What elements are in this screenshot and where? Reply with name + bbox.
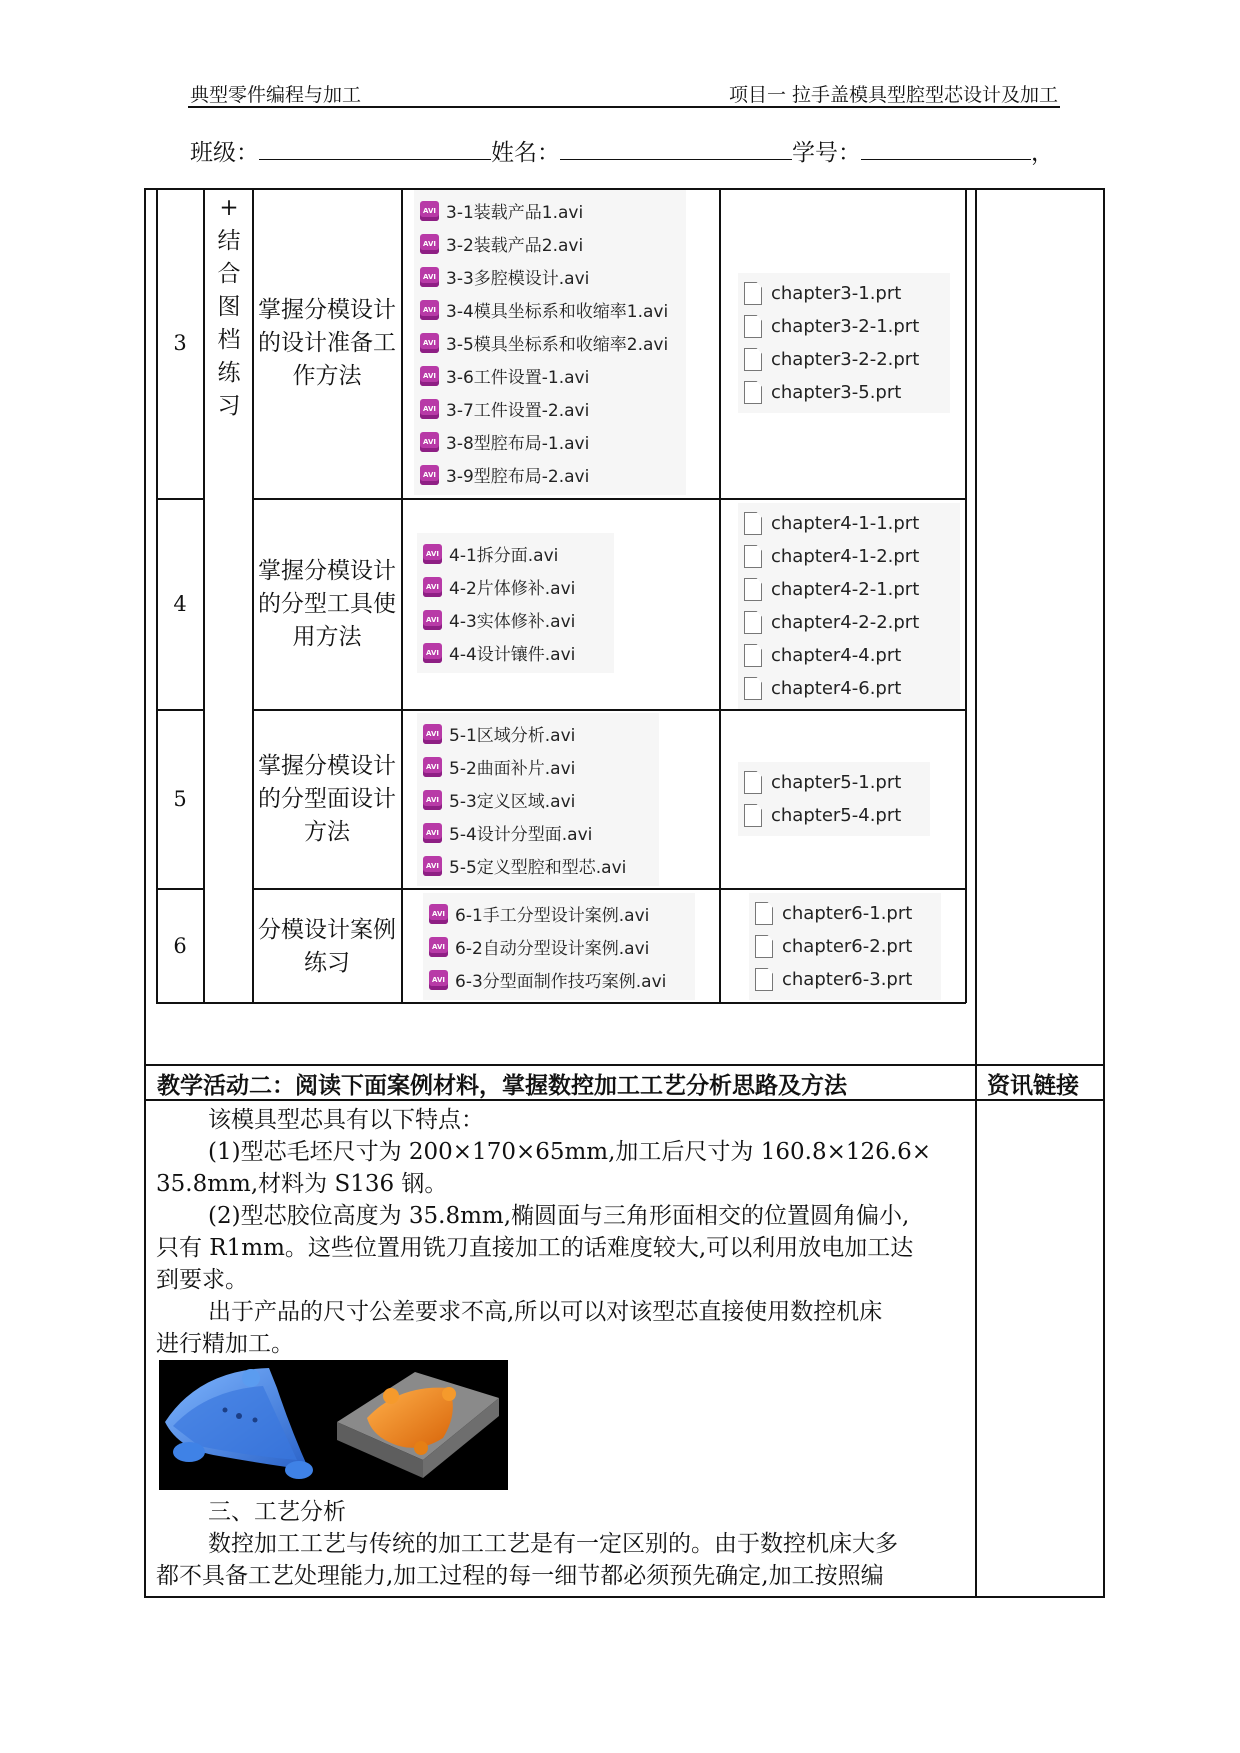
- row-number: 5: [173, 787, 187, 811]
- file-icon: [755, 935, 773, 958]
- content-paragraph: (2)型芯胶位高度为 35.8mm,椭圆面与三角形面相交的位置圆角偏小,: [208, 1203, 910, 1229]
- file-icon: [744, 677, 762, 700]
- video-file-item[interactable]: AVI 6-1手工分型设计案例.avi: [429, 897, 689, 930]
- avi-file-icon: AVI: [420, 300, 439, 320]
- avi-file-icon: AVI: [420, 267, 439, 287]
- video-file-item[interactable]: AVI 4-4设计镶件.avi: [423, 636, 608, 669]
- part-file-item[interactable]: chapter5-4.prt: [744, 799, 924, 832]
- content-paragraph: 进行精加工。: [156, 1331, 294, 1357]
- part-file-item[interactable]: chapter4-1-2.prt: [744, 540, 954, 573]
- part-file-item[interactable]: chapter4-4.prt: [744, 639, 954, 672]
- avi-file-icon: AVI: [420, 399, 439, 419]
- avi-file-icon: AVI: [429, 904, 448, 924]
- video-file-item[interactable]: AVI 3-3多腔模设计.avi: [420, 260, 680, 293]
- content-paragraph: 该模具型芯具有以下特点：: [208, 1107, 484, 1133]
- video-file-item[interactable]: AVI 6-3分型面制作技巧案例.avi: [429, 963, 689, 996]
- avi-file-icon: AVI: [423, 757, 442, 777]
- part-file-item[interactable]: chapter3-2-2.prt: [744, 343, 944, 376]
- video-file-item[interactable]: AVI 3-2装载产品2.avi: [420, 227, 680, 260]
- video-file-item[interactable]: AVI 4-3实体修补.avi: [423, 603, 608, 636]
- video-file-item[interactable]: AVI 4-1拆分面.avi: [423, 537, 608, 570]
- avi-file-icon: AVI: [429, 970, 448, 990]
- file-icon: [744, 545, 762, 568]
- video-file-item[interactable]: AVI 3-7工件设置-2.avi: [420, 392, 680, 425]
- task-description: 分模设计案例练习: [258, 917, 396, 976]
- student-info-line: [190, 134, 1054, 167]
- file-icon: [744, 611, 762, 634]
- content-paragraph: 35.8mm,材料为 S136 钢。: [156, 1171, 448, 1197]
- file-icon: [744, 578, 762, 601]
- video-file-item[interactable]: AVI 3-4模具坐标系和收缩率1.avi: [420, 293, 680, 326]
- file-icon: [744, 348, 762, 371]
- header-project-title: 项目一 拉手盖模具型腔型芯设计及加工: [728, 84, 1058, 106]
- part-file-item[interactable]: chapter5-1.prt: [744, 766, 924, 799]
- file-icon: [755, 968, 773, 991]
- file-icon: [744, 315, 762, 338]
- video-file-list: [417, 533, 614, 673]
- avi-file-icon: AVI: [420, 465, 439, 485]
- video-file-list: [423, 893, 695, 1000]
- file-icon: [755, 902, 773, 925]
- video-file-list: [414, 190, 686, 495]
- part-file-item[interactable]: chapter3-2-1.prt: [744, 310, 944, 343]
- task-description: 掌握分模设计的设计准备工作方法: [258, 297, 396, 389]
- avi-file-icon: AVI: [423, 823, 442, 843]
- video-file-item[interactable]: AVI 5-5定义型腔和型芯.avi: [423, 849, 653, 882]
- resource-link-header: 资讯链接: [987, 1072, 1079, 1099]
- video-file-item[interactable]: AVI 5-1区域分析.avi: [423, 717, 653, 750]
- mold-core-illustration: [159, 1360, 508, 1490]
- content-paragraph: 出于产品的尺寸公差要求不高,所以可以对该型芯直接使用数控机床: [208, 1299, 883, 1325]
- video-file-list: [417, 713, 659, 886]
- video-file-item[interactable]: AVI 3-8型腔布局-1.avi: [420, 425, 680, 458]
- header-rule: [188, 106, 1060, 108]
- avi-file-icon: AVI: [420, 333, 439, 353]
- part-file-item[interactable]: chapter3-5.prt: [744, 376, 944, 409]
- name-blank[interactable]: [560, 137, 792, 160]
- avi-file-icon: AVI: [423, 577, 442, 597]
- part-file-item[interactable]: chapter3-1.prt: [744, 277, 944, 310]
- video-file-item[interactable]: AVI 3-9型腔布局-2.avi: [420, 458, 680, 491]
- activity-title: 教学活动二：阅读下面案例材料，掌握数控加工工艺分析思路及方法: [157, 1072, 847, 1099]
- part-file-item[interactable]: chapter6-1.prt: [755, 897, 935, 930]
- avi-file-icon: AVI: [429, 937, 448, 957]
- file-icon: [744, 512, 762, 535]
- content-paragraph: (1)型芯毛坯尺寸为 200×170×65mm,加工后尺寸为 160.8×126.6×: [208, 1139, 931, 1165]
- row-number: 6: [173, 934, 187, 958]
- file-icon: [744, 644, 762, 667]
- video-file-item[interactable]: AVI 3-1装载产品1.avi: [420, 194, 680, 227]
- avi-file-icon: AVI: [423, 790, 442, 810]
- content-paragraph: 到要求。: [156, 1267, 248, 1293]
- row-number: 4: [173, 592, 187, 616]
- video-file-item[interactable]: AVI 5-4设计分型面.avi: [423, 816, 653, 849]
- part-file-item[interactable]: chapter6-3.prt: [755, 963, 935, 996]
- file-icon: [744, 282, 762, 305]
- name-label: 姓名：: [491, 140, 560, 166]
- mold-core-image: [159, 1360, 508, 1490]
- avi-file-icon: AVI: [420, 366, 439, 386]
- header-course-title: 典型零件编程与加工: [190, 84, 362, 106]
- avi-file-icon: AVI: [420, 234, 439, 254]
- video-file-item[interactable]: AVI 3-5模具坐标系和收缩率2.avi: [420, 326, 680, 359]
- trailing-comma: ，: [1031, 140, 1054, 166]
- file-icon: [744, 771, 762, 794]
- video-file-item[interactable]: AVI 6-2自动分型设计案例.avi: [429, 930, 689, 963]
- row-number: 3: [173, 331, 187, 355]
- part-file-item[interactable]: chapter4-1-1.prt: [744, 507, 954, 540]
- task-description: 掌握分模设计的分型工具使用方法: [258, 558, 396, 650]
- avi-file-icon: AVI: [420, 201, 439, 221]
- class-blank[interactable]: [259, 137, 491, 160]
- content-paragraph: 数控加工工艺与传统的加工工艺是有一定区别的。由于数控机床大多: [208, 1531, 898, 1557]
- avi-file-icon: AVI: [420, 432, 439, 452]
- part-file-list: [738, 762, 930, 836]
- avi-file-icon: AVI: [423, 544, 442, 564]
- video-file-item[interactable]: AVI 5-2曲面补片.avi: [423, 750, 653, 783]
- part-file-item[interactable]: chapter4-2-1.prt: [744, 573, 954, 606]
- id-label: 学号：: [792, 140, 861, 166]
- part-file-item[interactable]: chapter4-2-2.prt: [744, 606, 954, 639]
- avi-file-icon: AVI: [423, 856, 442, 876]
- avi-file-icon: AVI: [423, 724, 442, 744]
- file-icon: [744, 804, 762, 827]
- video-file-item[interactable]: AVI 3-6工件设置-1.avi: [420, 359, 680, 392]
- part-file-list: [749, 893, 941, 1000]
- practice-note-vertical: + 结 合 图 档 练 习: [217, 195, 241, 419]
- section-heading: 三、工艺分析: [208, 1499, 346, 1525]
- avi-file-icon: AVI: [423, 610, 442, 630]
- part-file-list: [738, 503, 960, 709]
- part-file-item[interactable]: chapter6-2.prt: [755, 930, 935, 963]
- part-file-list: [738, 273, 950, 413]
- content-paragraph: 都不具备工艺处理能力,加工过程的每一细节都必须预先确定,加工按照编: [156, 1563, 884, 1589]
- id-blank[interactable]: [861, 137, 1031, 160]
- content-paragraph: 只有 R1mm。这些位置用铣刀直接加工的话难度较大,可以利用放电加工达: [156, 1235, 914, 1261]
- video-file-item[interactable]: AVI 4-2片体修补.avi: [423, 570, 608, 603]
- avi-file-icon: AVI: [423, 643, 442, 663]
- task-description: 掌握分模设计的分型面设计方法: [258, 753, 396, 845]
- video-file-item[interactable]: AVI 5-3定义区域.avi: [423, 783, 653, 816]
- class-label: 班级：: [190, 140, 259, 166]
- file-icon: [744, 381, 762, 404]
- part-file-item[interactable]: chapter4-6.prt: [744, 672, 954, 705]
